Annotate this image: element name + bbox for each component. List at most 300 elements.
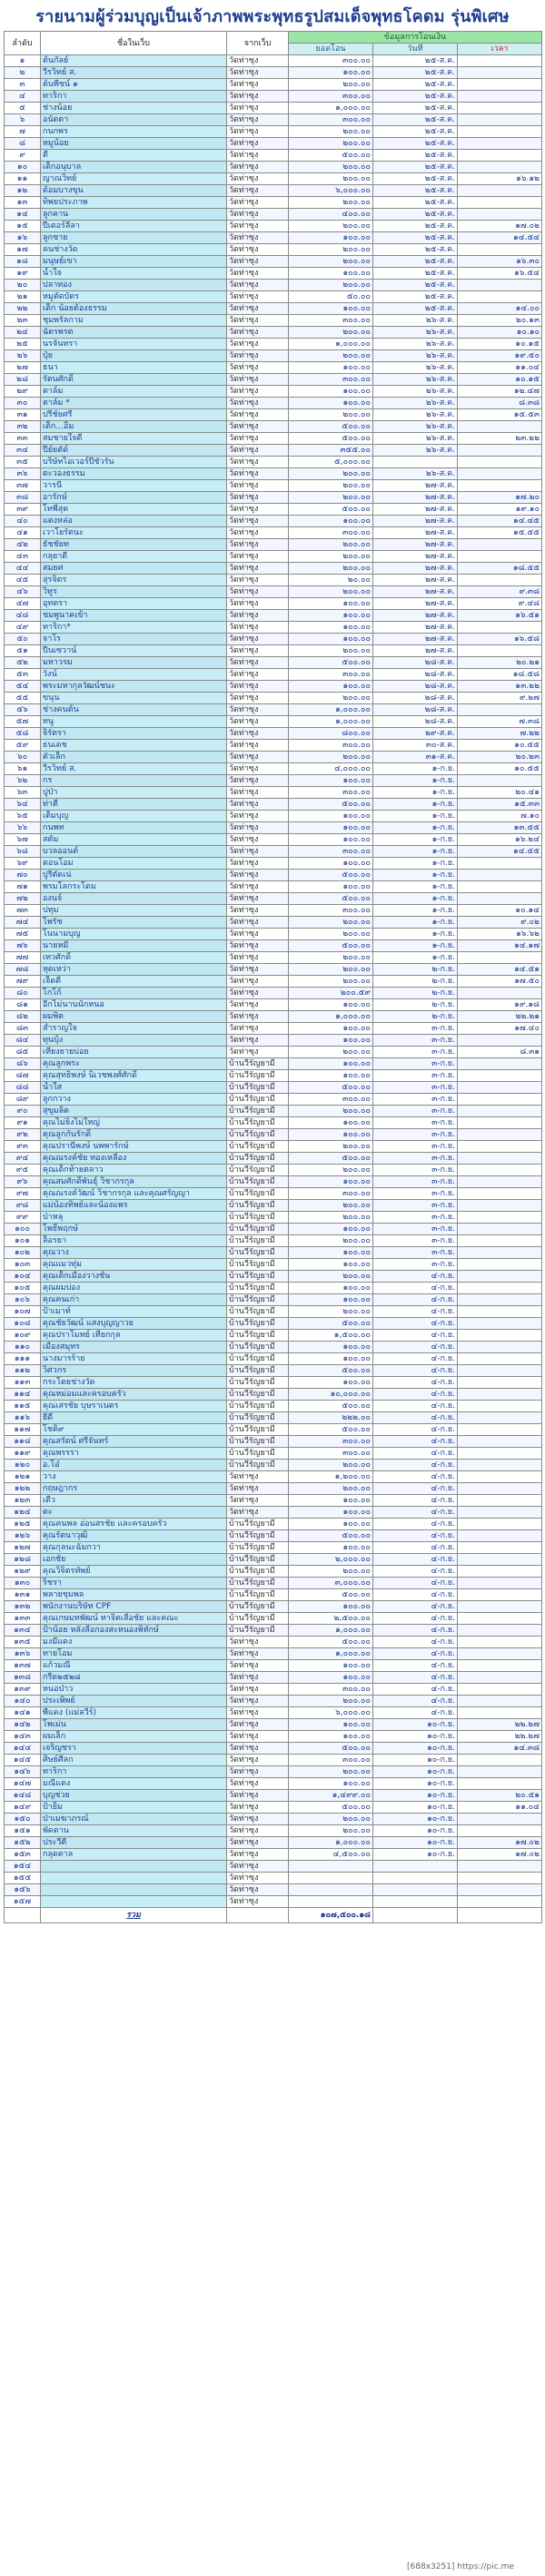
source-web: วัดท่าซุง (227, 669, 289, 681)
transfer-time (458, 1129, 542, 1141)
donor-name: ทายโอม (41, 1648, 227, 1660)
row-number: ๑๓๒ (5, 1601, 41, 1613)
transfer-time (458, 1707, 542, 1719)
row-number: ๖ (5, 114, 41, 126)
source-web: วัดท่าซุง (227, 929, 289, 940)
transfer-date: ๓-ก.ย. (373, 1247, 458, 1259)
transfer-date: ๒๖-ส.ค. (373, 398, 458, 409)
table-row (5, 1601, 542, 1613)
donor-name: บริษัทไอเวอร์ปีชั่วรัน (41, 457, 227, 468)
table-row (5, 1176, 542, 1188)
total-row (5, 1908, 542, 1923)
transfer-date: ๑-ก.ย. (373, 952, 458, 964)
donor-name: หมูตัดบัตร (41, 291, 227, 303)
header-amount: ยอดโอน (289, 44, 373, 55)
transfer-time (458, 291, 542, 303)
table-row (5, 1330, 542, 1342)
table-row (5, 1825, 542, 1837)
donor-name: บวลออนต์ (41, 846, 227, 858)
source-web: วัดท่าซุง (227, 893, 289, 905)
table-row (5, 126, 542, 138)
row-number: ๑๕๗ (5, 1896, 41, 1908)
source-web: บ้านวีรัญยามี (227, 1601, 289, 1613)
transfer-date: ๒๕-ส.ค. (373, 162, 458, 173)
source-web: วัดท่าซุง (227, 232, 289, 244)
transfer-date: ๑-ก.ย. (373, 929, 458, 940)
row-number: ๘๒ (5, 1011, 41, 1023)
transfer-time: ๑๘.๕๕ (458, 563, 542, 575)
transfer-amount: ๒๐๐.๐๐ (289, 1566, 373, 1578)
transfer-date: ๓-ก.ย. (373, 1224, 458, 1235)
row-number: ๙๔ (5, 1153, 41, 1165)
transfer-amount: ๑๐๐.๐๐ (289, 1035, 373, 1047)
transfer-date: ๒๖-ส.ค. (373, 421, 458, 433)
transfer-time: ๑๐.๕๕ (458, 763, 542, 775)
transfer-amount: ๑,๔๙๙.๐๐ (289, 1790, 373, 1802)
transfer-date: ๒๕-ส.ค. (373, 256, 458, 268)
source-web: วัดท่าซุง (227, 1861, 289, 1873)
row-number: ๗๐ (5, 870, 41, 881)
source-web: วัดท่าซุง (227, 1755, 289, 1766)
transfer-date: ๔-ก.ย. (373, 1625, 458, 1637)
donor-name: คุณเด็กท้ายตลาว (41, 1165, 227, 1176)
donor-name: วีรวิทย์ ส. (41, 67, 227, 79)
donor-name: โกโก้ (41, 988, 227, 999)
donor-name: คุณปรานีพงษ์ นพพารักษ์ (41, 1141, 227, 1153)
transfer-amount: ๘๐๐.๐๐ (289, 728, 373, 740)
donor-name: วารนี (41, 480, 227, 492)
table-row (5, 740, 542, 752)
transfer-time (458, 1412, 542, 1424)
transfer-amount: ๕๐๐.๐๐ (289, 799, 373, 811)
transfer-time (458, 1648, 542, 1660)
donor-name: ตาล์ม * (41, 398, 227, 409)
row-number: ๑๐๘ (5, 1318, 41, 1330)
source-web: วัดท่าซุง (227, 622, 289, 634)
transfer-date: ๒๙-ส.ค. (373, 728, 458, 740)
table-row (5, 162, 542, 173)
transfer-time: ๑๔.๕๑ (458, 964, 542, 976)
transfer-time: ๑๖.๕๑ (458, 610, 542, 622)
transfer-date: ๒๖-ส.ค. (373, 409, 458, 421)
transfer-time (458, 1507, 542, 1519)
row-number: ๗๙ (5, 976, 41, 988)
donor-name: พนักงานบริษัท CPF (41, 1601, 227, 1613)
row-number: ๑๐๙ (5, 1330, 41, 1342)
row-number: ๑๐๐ (5, 1224, 41, 1235)
row-number: ๑๐๒ (5, 1247, 41, 1259)
transfer-amount: ๕๐๐.๐๐ (289, 421, 373, 433)
donor-name: แม่น้องทิพย์และน้องแพร (41, 1200, 227, 1212)
table-row (5, 1849, 542, 1861)
row-number: ๗๖ (5, 940, 41, 952)
transfer-time (458, 480, 542, 492)
transfer-date: ๒๕-ส.ค. (373, 173, 458, 185)
table-row (5, 1224, 542, 1235)
row-number: ๒๓ (5, 315, 41, 327)
transfer-date: ๔-ก.ย. (373, 1424, 458, 1436)
transfer-time (458, 1165, 542, 1176)
donor-name: โพเม่น (41, 1719, 227, 1731)
transfer-date: ๒๘-ส.ค. (373, 657, 458, 669)
row-number: ๔ (5, 91, 41, 103)
table-row (5, 1625, 542, 1637)
row-number: ๘ (5, 138, 41, 150)
total-amount: ๑๐๗,๕๐๐.๑๘ (289, 1908, 373, 1923)
source-web: วัดท่าซุง (227, 870, 289, 881)
transfer-time (458, 645, 542, 657)
transfer-amount: ๔๐๐.๐๐ (289, 209, 373, 221)
transfer-time (458, 1224, 542, 1235)
table-row (5, 1507, 542, 1519)
table-row (5, 858, 542, 870)
transfer-date: ๒๗-ส.ค. (373, 539, 458, 551)
transfer-date: ๔-ก.ย. (373, 1460, 458, 1471)
transfer-date: ๒๘-ส.ค. (373, 704, 458, 716)
row-number: ๘๖ (5, 1058, 41, 1070)
transfer-amount: ๒๐๐.๐๐ (289, 221, 373, 232)
transfer-date: ๔-ก.ย. (373, 1342, 458, 1353)
transfer-time: ๑๔.๓๘ (458, 1743, 542, 1755)
donor-name: ทาริกา (41, 91, 227, 103)
table-row (5, 645, 542, 657)
table-row (5, 1873, 542, 1884)
donor-name: คุณหม่อมและครอบครัว (41, 1389, 227, 1401)
donor-name: มหาวรม (41, 657, 227, 669)
table-row (5, 1377, 542, 1389)
row-number: ๙๗ (5, 1188, 41, 1200)
row-number: ๕๐ (5, 634, 41, 645)
table-row (5, 539, 542, 551)
transfer-time: ๙.๒๗ (458, 693, 542, 704)
transfer-time (458, 1495, 542, 1507)
table-row (5, 1129, 542, 1141)
transfer-date: ๒๖-ส.ค. (373, 350, 458, 362)
source-web: วัดท่าซุง (227, 1483, 289, 1495)
source-web: บ้านวีรัญยามี (227, 1176, 289, 1188)
transfer-time: ๑๕.๕๓ (458, 409, 542, 421)
source-web: บ้านวีรัญยามี (227, 1165, 289, 1176)
row-number: ๔๖ (5, 586, 41, 598)
row-number: ๙๑ (5, 1117, 41, 1129)
source-web: วัดท่าซุง (227, 103, 289, 114)
donor-name: ปูรีตัดเน่ (41, 870, 227, 881)
donor-name: คุณณรงค์ชัย ทองเหลือง (41, 1153, 227, 1165)
transfer-date: ๒๖-ส.ค. (373, 374, 458, 386)
transfer-amount: ๑๐๐.๐๐ (289, 1353, 373, 1365)
transfer-amount: ๕๐๐.๐๐ (289, 1802, 373, 1814)
donor-name: พี่แดง (แม่ลวีร์) (41, 1707, 227, 1719)
source-web: วัดท่าซุง (227, 822, 289, 834)
row-number: ๒๘ (5, 374, 41, 386)
row-number: ๑๔๐ (5, 1696, 41, 1707)
table-row (5, 1259, 542, 1271)
transfer-time: ๑๕.๕๕ (458, 527, 542, 539)
source-web: วัดท่าซุง (227, 1873, 289, 1884)
row-number: ๑๔๕ (5, 1755, 41, 1766)
table-row (5, 940, 542, 952)
source-web: บ้านวีรัญยามี (227, 1530, 289, 1542)
transfer-amount: ๖,๐๐๐.๐๐ (289, 1707, 373, 1719)
donor-name: สุรจิตร (41, 575, 227, 586)
row-number: ๗๒ (5, 893, 41, 905)
source-web: บ้านวีรัญยามี (227, 1224, 289, 1235)
row-number: ๑๐๓ (5, 1259, 41, 1271)
transfer-time: ๑๔.๐๐ (458, 303, 542, 315)
row-number: ๖๒ (5, 775, 41, 787)
transfer-time (458, 1389, 542, 1401)
source-web: บ้านวีรัญยามี (227, 1566, 289, 1578)
transfer-amount: ๒๐๐.๕๙ (289, 988, 373, 999)
transfer-time (458, 1483, 542, 1495)
transfer-time (458, 1306, 542, 1318)
transfer-amount: ๑๐๐.๐๐ (289, 1294, 373, 1306)
transfer-date: ๑-ก.ย. (373, 893, 458, 905)
donor-name: จิรัตรา (41, 728, 227, 740)
table-row (5, 457, 542, 468)
transfer-time: ๑๐.๑๔ (458, 905, 542, 917)
source-web: วัดท่าซุง (227, 645, 289, 657)
transfer-time: ๑๗.๕๐ (458, 976, 542, 988)
source-web: วัดท่าซุง (227, 79, 289, 91)
table-row (5, 386, 542, 398)
row-number: ๕๑ (5, 645, 41, 657)
row-number: ๓๙ (5, 504, 41, 516)
transfer-amount: ๕๐๐.๐๐ (289, 940, 373, 952)
transfer-date: ๔-ก.ย. (373, 1330, 458, 1342)
table-row (5, 421, 542, 433)
row-number: ๓๓ (5, 433, 41, 445)
transfer-amount: ๑๐๐.๐๐ (289, 1117, 373, 1129)
transfer-amount: ๖,๐๐๐.๐๐ (289, 185, 373, 197)
transfer-date: ๒-ก.ย. (373, 999, 458, 1011)
row-number: ๑๐๗ (5, 1306, 41, 1318)
donor-name: ทิพยประภาพ (41, 197, 227, 209)
transfer-amount: ๒๐๐.๐๐ (289, 162, 373, 173)
row-number: ๘๙ (5, 1094, 41, 1106)
transfer-amount: ๑๐๐.๐๐ (289, 1259, 373, 1271)
donor-name: คุณไม่ยิ่งไม่ใหญ่ (41, 1117, 227, 1129)
source-web: วัดท่าซุง (227, 1471, 289, 1483)
row-number: ๙๕ (5, 1165, 41, 1176)
transfer-time (458, 1283, 542, 1294)
transfer-time (458, 138, 542, 150)
table-row (5, 374, 542, 386)
table-row (5, 291, 542, 303)
source-web: บ้านวีรัญยามี (227, 1271, 289, 1283)
table-row (5, 964, 542, 976)
donor-name: ทนู (41, 716, 227, 728)
transfer-date: ๓-ก.ย. (373, 1117, 458, 1129)
donor-name: คนช่างวัด (41, 244, 227, 256)
transfer-time (458, 1200, 542, 1212)
donor-name: ตอนโอม (41, 858, 227, 870)
transfer-date: ๑๐-ก.ย. (373, 1766, 458, 1778)
transfer-amount: ๑๐๐.๐๐ (289, 1519, 373, 1530)
row-number: ๕๗ (5, 716, 41, 728)
source-web: วัดท่าซุง (227, 1719, 289, 1731)
row-number: ๑๒๔ (5, 1507, 41, 1519)
donor-name: สมชายใจดี (41, 433, 227, 445)
transfer-date: ๒๘-ส.ค. (373, 693, 458, 704)
transfer-amount: ๕๐๐.๐๐ (289, 870, 373, 881)
table-row (5, 870, 542, 881)
transfer-date: ๑-ก.ย. (373, 881, 458, 893)
transfer-time (458, 421, 542, 433)
row-number: ๑๐๔ (5, 1271, 41, 1283)
donor-name: ชมพูนาคเข้า (41, 610, 227, 622)
source-web: วัดท่าซุง (227, 1011, 289, 1023)
table-row (5, 952, 542, 964)
transfer-amount: ๑,๕๐๐.๐๐ (289, 1330, 373, 1342)
transfer-date: ๔-ก.ย. (373, 1613, 458, 1625)
transfer-date (373, 457, 458, 468)
row-number: ๑๕๔ (5, 1861, 41, 1873)
transfer-amount: ๕๐๐.๐๐ (289, 150, 373, 162)
transfer-amount: ๕๐๐.๐๐ (289, 1082, 373, 1094)
table-row (5, 268, 542, 280)
table-row (5, 1884, 542, 1896)
transfer-time (458, 103, 542, 114)
row-number: ๖๘ (5, 846, 41, 858)
donor-name: เอกชัย (41, 1554, 227, 1566)
transfer-date: ๑๐-ก.ย. (373, 1814, 458, 1825)
transfer-amount: ๒๐๐.๐๐ (289, 929, 373, 940)
transfer-time (458, 1436, 542, 1448)
row-number: ๑๔ (5, 209, 41, 221)
source-web: วัดท่าซุง (227, 1743, 289, 1755)
source-web: วัดท่าซุง (227, 1766, 289, 1778)
row-number: ๒๙ (5, 386, 41, 398)
source-web: บ้านวีรัญยามี (227, 1353, 289, 1365)
table-row (5, 834, 542, 846)
transfer-time (458, 1070, 542, 1082)
row-number: ๕๕ (5, 693, 41, 704)
row-number: ๘๐ (5, 988, 41, 999)
donor-name: คุณลูกกันรักดิ์ (41, 1129, 227, 1141)
table-row (5, 1814, 542, 1825)
source-web: บ้านวีรัญยามี (227, 1448, 289, 1460)
table-row (5, 1106, 542, 1117)
donor-name: กระโดยช่างวัด (41, 1377, 227, 1389)
transfer-date: ๒๕-ส.ค. (373, 55, 458, 67)
transfer-date: ๒๘-ส.ค. (373, 681, 458, 693)
source-web: บ้านวีรัญยามี (227, 1342, 289, 1353)
table-row (5, 1755, 542, 1766)
transfer-time (458, 1542, 542, 1554)
transfer-date: ๒๕-ส.ค. (373, 221, 458, 232)
transfer-date: ๔-ก.ย. (373, 1684, 458, 1696)
table-row (5, 1707, 542, 1719)
source-web: บ้านวีรัญยามี (227, 1318, 289, 1330)
table-row (5, 893, 542, 905)
transfer-time: ๒๐.๕๑ (458, 1790, 542, 1802)
transfer-amount: ๒๐๐.๐๐ (289, 138, 373, 150)
transfer-date: ๓-ก.ย. (373, 1176, 458, 1188)
donor-name: โพธิ์พฤกษ์ (41, 1224, 227, 1235)
donor-name: ต้นพีชน์ ๑ (41, 79, 227, 91)
donor-name: มณีแดง (41, 1778, 227, 1790)
transfer-amount: ๑๐๐.๐๐ (289, 1342, 373, 1353)
transfer-date: ๒๖-ส.ค. (373, 468, 458, 480)
table-row (5, 55, 542, 67)
transfer-amount: ๓๐๐.๐๐ (289, 374, 373, 386)
donor-name: ต้อมบางขุน (41, 185, 227, 197)
transfer-time: ๑๓.๒๒ (458, 681, 542, 693)
transfer-time (458, 1755, 542, 1766)
transfer-time: ๙.๐๒ (458, 917, 542, 929)
donor-name: คุณสมศักดิ์พันธุ์ วิชากรกุล (41, 1176, 227, 1188)
row-number: ๖๔ (5, 799, 41, 811)
transfer-time: ๒๐.๔๑ (458, 787, 542, 799)
source-web: วัดท่าซุง (227, 881, 289, 893)
table-row (5, 1861, 542, 1873)
source-web: วัดท่าซุง (227, 114, 289, 126)
transfer-amount: ๓๕๕.๐๐ (289, 445, 373, 457)
transfer-time: ๑๓.๕๕ (458, 822, 542, 834)
transfer-amount: ๑,๐๐๐.๐๐ (289, 1011, 373, 1023)
transfer-amount: ๑๐๐.๐๐ (289, 362, 373, 374)
donor-name: ปลาทอง (41, 280, 227, 291)
transfer-amount: ๕๐๐.๐๐ (289, 1424, 373, 1436)
table-row (5, 634, 542, 645)
transfer-amount: ๔,๕๐๐.๐๐ (289, 1849, 373, 1861)
transfer-time: ๗.๓๘ (458, 716, 542, 728)
transfer-date: ๔-ก.ย. (373, 1648, 458, 1660)
table-row (5, 1837, 542, 1849)
table-row (5, 1578, 542, 1589)
table-row (5, 91, 542, 103)
table-row (5, 657, 542, 669)
donor-name: ทาริกา* (41, 622, 227, 634)
table-row (5, 1519, 542, 1530)
row-number: ๗๗ (5, 952, 41, 964)
donor-name: กลุดตาล (41, 1849, 227, 1861)
donor-name: มนุษย์เขา (41, 256, 227, 268)
row-number: ๑๗ (5, 244, 41, 256)
transfer-date: ๒๕-ส.ค. (373, 303, 458, 315)
transfer-date: ๓-ก.ย. (373, 1259, 458, 1271)
donor-name: เด็ก น้อยต้องธรรม (41, 303, 227, 315)
row-number: ๑๑๘ (5, 1436, 41, 1448)
transfer-date: ๒๖-ส.ค. (373, 339, 458, 350)
row-number: ๓๕ (5, 457, 41, 468)
source-web: วัดท่าซุง (227, 504, 289, 516)
table-row (5, 1554, 542, 1566)
row-number: ๖๑ (5, 763, 41, 775)
donor-name: เมืองสมุทร (41, 1342, 227, 1353)
transfer-date: ๓-ก.ย. (373, 1047, 458, 1058)
transfer-date: ๔-ก.ย. (373, 1294, 458, 1306)
donor-name: สมยศ (41, 563, 227, 575)
transfer-date: ๒๕-ส.ค. (373, 244, 458, 256)
transfer-amount: ๒๐๐.๐๐ (289, 752, 373, 763)
transfer-amount: ๑๐๐.๐๐ (289, 1778, 373, 1790)
row-number: ๒๐ (5, 280, 41, 291)
transfer-amount: ๒๐๐.๐๐ (289, 1200, 373, 1212)
table-row (5, 1896, 542, 1908)
row-number: ๔๕ (5, 575, 41, 586)
row-number: ๑ (5, 55, 41, 67)
transfer-date: ๒๗-ส.ค. (373, 586, 458, 598)
donor-name: คุณเสรชัย บุษราเนตร (41, 1401, 227, 1412)
transfer-time: ๒๒.๒๗ (458, 1719, 542, 1731)
row-number: ๔๑ (5, 527, 41, 539)
transfer-date: ๒๗-ส.ค. (373, 504, 458, 516)
table-row (5, 1790, 542, 1802)
row-number: ๑๒๕ (5, 1519, 41, 1530)
transfer-date: ๓-ก.ย. (373, 1153, 458, 1165)
